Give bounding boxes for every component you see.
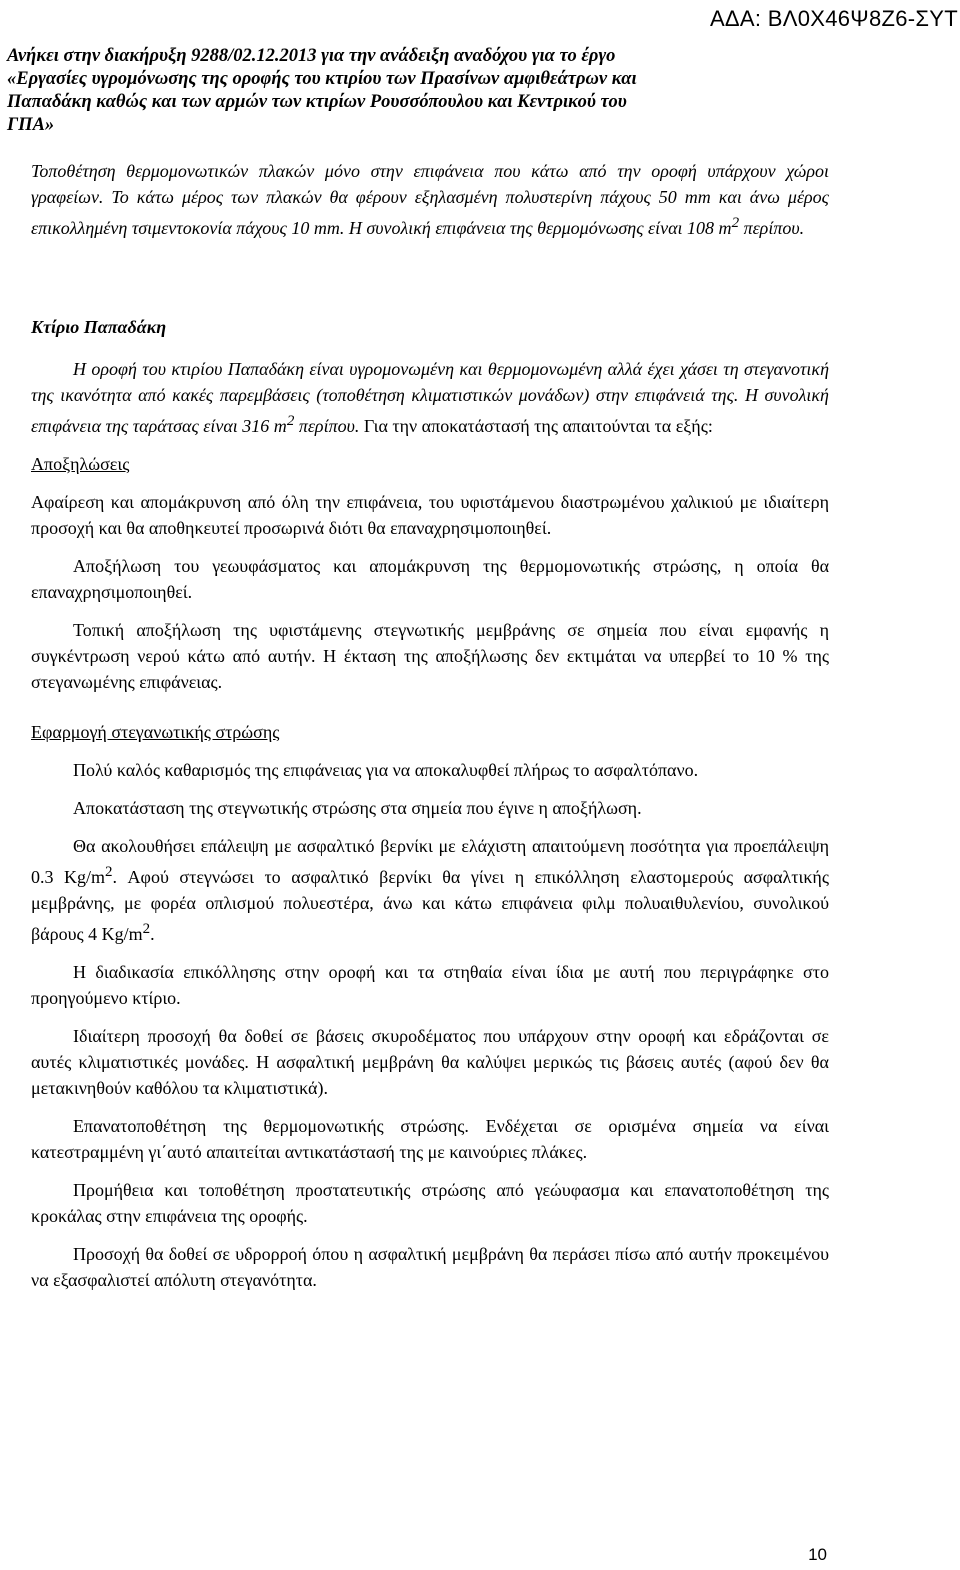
waterproofing-paragraph: Πολύ καλός καθαρισμός της επιφάνειας για να αποκαλυφθεί πλήρως το ασφαλτόπανο. (73, 760, 699, 780)
waterproofing-paragraph: Η διαδικασία επικόλλησης στην οροφή και τα στηθαία είναι ίδια με αυτή που περιγράφηκε στο προηγούμενο κτίριο. (31, 962, 829, 1008)
demolition-paragraph: Αφαίρεση και απομάκρυνση από όλη την επιφάνεια, του υφιστάμενου διαστρωμένου χαλικιού με ιδιαίτερη προσοχή και θα αποθηκευτεί προσωρινά διότι θα επαναχρησιμοποιηθεί. (31, 492, 829, 538)
superscript: 2 (286, 413, 295, 429)
section-title-papadaki: Κτίριο Παπαδάκη (31, 317, 167, 337)
demolition-paragraph: Αποξήλωση του γεωυφάσματος και απομάκρυνση της θερμομονωτικής στρώσης, η οποία θα επαναχρησιμοποιηθεί. (31, 556, 829, 602)
demolition-paragraph: Τοπική αποξήλωση της υφιστάμενης στεγνωτικής μεμβράνης σε σημεία που είναι εμφανής η συγκέντρωση νερού κάτω από αυτήν. Η έκταση της αποξήλωσης δεν εκτιμάται να υπερβεί το 10 % της στεγανωμένης επιφάνειας. (31, 620, 829, 692)
header-line: ΓΠΑ» (7, 115, 55, 135)
intro-text: Τοποθέτηση θερμομονωτικών πλακών μόνο στην επιφάνεια που κάτω από την οροφή υπάρχουν χώροι γραφείων. Το κάτω μέρος των πλακών θα φέρουν εξηλασμένη πολυστερίνη πάχους 50 mm και άνω μέρος επικολλημένη τσιμεντοκονία πάχους 10 mm. Η συνολική επιφάνεια της θερμομόνωσης είναι 108 m (31, 161, 829, 238)
waterproofing-paragraph: Αποκατάσταση της στεγνωτικής στρώσης στα σημεία που έγινε η αποξήλωση. (73, 798, 642, 818)
document-header (7, 45, 837, 137)
waterproofing-text: . (150, 924, 155, 944)
waterproofing-paragraph: Προσοχή θα δοθεί σε υδρορροή όπου η ασφαλτική μεμβράνη θα περάσει πίσω από αυτήν προκειμένου να εξασφαλιστεί απόλυτη στεγανότητα. (31, 1244, 829, 1290)
heading-waterproofing: Εφαρμογή στεγανωτικής στρώσης (31, 722, 280, 742)
intro-text-end: περίπου. (739, 218, 805, 238)
intro-paragraph (31, 158, 829, 241)
waterproofing-text: . Αφού στεγνώσει το ασφαλτικό βερνίκι θα γίνει η επικόλληση ελαστομερούς ασφαλτικής μεμβράνης, με φορέα οπλισμού πολυεστέρα, άνω και κάτω επιφάνεια φιλμ πολυαιθυλενίου, συνολικού βάρους 4 Kg/m (31, 867, 829, 944)
papadaki-paragraph (31, 356, 829, 439)
waterproofing-paragraph: Ιδιαίτερη προσοχή θα δοθεί σε βάσεις σκυροδέματος που υπάρχουν στην οροφή και εδράζονται σε αυτές κλιματιστικές μονάδες. Η ασφαλτική μεμβράνη θα καλύψει μερικώς τις βάσεις αυτές (αφού δεν θα μετακινηθούν καθόλου τα κλιματιστικά). (31, 1026, 829, 1098)
waterproofing-paragraph: Επανατοποθέτηση της θερμομονωτικής στρώσης. Ενδέχεται σε ορισμένα σημεία να είναι κατεστραμμένη γι΄αυτό απαιτείται αντικατάστασή της με καινούριες πλάκες. (31, 1116, 829, 1162)
heading-demolitions: Αποξηλώσεις (31, 454, 130, 474)
header-line: «Εργασίες υγρομόνωσης της οροφής του κτιρίου των Πρασίνων αμφιθεάτρων και (7, 69, 637, 89)
superscript: 2 (142, 921, 151, 937)
header-line: Παπαδάκη καθώς και των αρμών των κτιρίων Ρουσσόπουλου και Κεντρικού του (7, 92, 627, 112)
header-line: Ανήκει στην διακήρυξη 9288/02.12.2013 για την ανάδειξη αναδόχου για το έργο (7, 46, 616, 66)
papadaki-text-italic: περίπου. (294, 416, 360, 436)
waterproofing-paragraph (31, 833, 829, 947)
waterproofing-paragraph: Προμήθεια και τοποθέτηση προστατευτικής στρώσης από γεώυφασμα και επανατοποθέτηση της κροκάλας στην επιφάνεια της οροφής. (31, 1180, 829, 1226)
papadaki-text-normal: Για την αποκατάστασή της απαιτούνται τα εξής: (359, 416, 713, 436)
superscript: 2 (731, 215, 740, 231)
main-content (31, 314, 829, 1305)
page-number: 10 (808, 1545, 827, 1564)
superscript: 2 (105, 864, 113, 880)
waterproofing-text: Θα ακολουθήσει επάλειψη με ασφαλτικό βερνίκι με ελάχιστη απαιτούμενη ποσότητα για προεπάλειψη 0.3 Kg/m (31, 836, 829, 887)
papadaki-text: Η οροφή του κτιρίου Παπαδάκη είναι υγρομονωμένη και θερμομονωμένη αλλά έχει χάσει τη στεγανοτική της ικανότητα από κακές παρεμβάσεις (τοποθέτηση κλιματιστικών μονάδων) στην επιφάνειά της. Η συνολική επιφάνεια της ταράτσας είναι 316 m (31, 359, 829, 436)
ada-code: ΑΔΑ: ΒΛ0Χ46Ψ8Ζ6-ΣΥΤ (709, 6, 958, 31)
